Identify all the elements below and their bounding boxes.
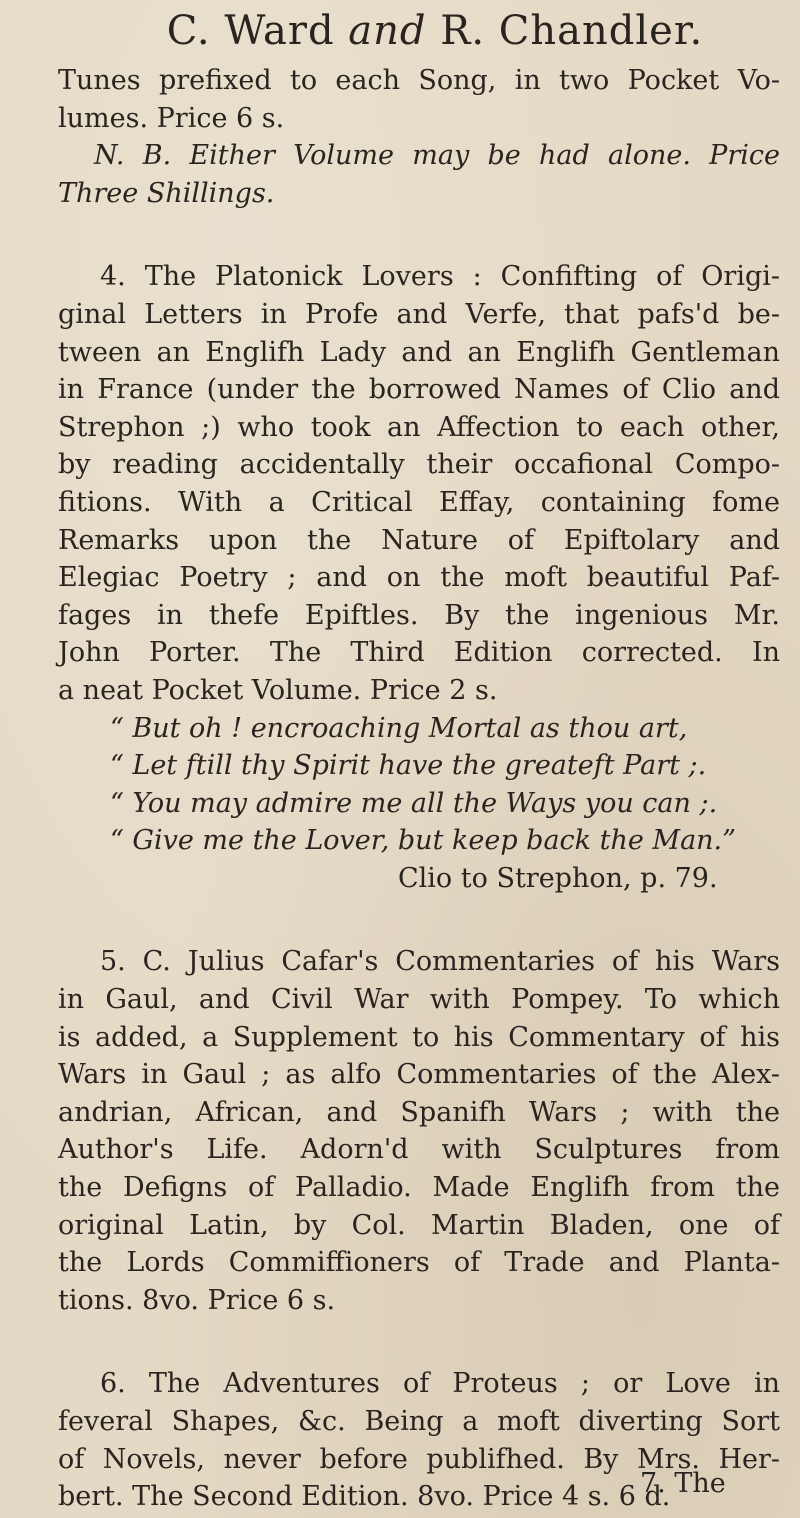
entry-4-quote: “ Let ftill thy Spirit have the greateft Part ;.	[110, 750, 707, 782]
entry-5-line: 5. C. Julius Cafar's Commentaries of his Wars	[100, 946, 780, 978]
header-conjunction: and	[348, 8, 427, 54]
entry-5	[58, 943, 780, 1319]
intro-note-price: Three Shillings.	[58, 177, 275, 209]
entry-4-line: in France (under the borrowed Names of Clio and	[58, 374, 780, 406]
entry-4-line: by reading accidentally their occafional Compo-	[58, 449, 780, 481]
entry-4-quote: “ But oh ! encroaching Mortal as thou art,	[110, 712, 688, 744]
entry-5-line: Author's Life. Adorn'd with Sculptures from	[58, 1134, 780, 1166]
entry-5-line: tions. 8vo. Price 6 s.	[58, 1284, 336, 1316]
entry-6-line: of Novels, never before publifhed. By Mrs. Her-	[58, 1443, 780, 1475]
publisher-chandler: R. Chandler.	[440, 8, 704, 54]
catchword: 7. The	[640, 1468, 726, 1499]
entry-4-line: fitions. With a Critical Effay, containing fome	[58, 486, 780, 518]
entry-5-line: the Lords Commiffioners of Trade and Planta-	[58, 1247, 780, 1279]
intro-line-2: lumes. Price 6 s.	[58, 102, 285, 134]
entry-4-line: fages in thefe Epiftles. By the ingenious Mr.	[58, 599, 780, 631]
entry-4-line: John Porter. The Third Edition corrected. In	[58, 637, 780, 669]
entry-4-line: 4. The Platonick Lovers : Confifting of Origi-	[100, 261, 780, 293]
entry-5-line: is added, a Supplement to his Commentary of his	[58, 1021, 780, 1053]
entry-5-line: original Latin, by Col. Martin Bladen, one of	[58, 1209, 780, 1241]
publisher-ward: C. Ward	[166, 8, 335, 54]
entry-6-line: bert. The Second Edition. 8vo. Price 4 s. 6 d.	[58, 1481, 671, 1513]
entry-4-signoff: Clio to Strephon, p. 79.	[398, 862, 718, 894]
entry-4-line: Strephon ;) who took an Affection to each other,	[58, 411, 780, 443]
entry-6-line: 6. The Adventures of Proteus ; or Love in	[100, 1368, 780, 1400]
entry-4-quote: “ You may admire me all the Ways you can ;.	[110, 787, 718, 819]
intro-line-1: Tunes prefixed to each Song, in two Pocket Vo-	[58, 65, 780, 96]
entry-5-line: Wars in Gaul ; as alfo Commentaries of the Alex-	[58, 1059, 780, 1091]
entry-4-line: a neat Pocket Volume. Price 2 s.	[58, 674, 498, 706]
entry-4	[58, 258, 780, 897]
entry-4-line: Remarks upon the Nature of Epiftolary and	[58, 524, 780, 556]
page-body	[58, 62, 780, 1516]
entry-4-line: Elegiac Poetry ; and on the moft beautiful Paf-	[58, 562, 780, 594]
entry-4-line: ginal Letters in Profe and Verfe, that pafs'd be-	[58, 298, 780, 330]
entry-5-line: andrian, African, and Spanifh Wars ; with the	[58, 1096, 780, 1128]
page-header	[0, 8, 800, 54]
entry-4-line: tween an Englifh Lady and an Englifh Gentleman	[58, 336, 780, 368]
entry-4-quote: “ Give me the Lover, but keep back the Man.”	[110, 825, 736, 857]
entry-5-line: in Gaul, and Civil War with Pompey. To which	[58, 984, 780, 1016]
entry-6-line: feveral Shapes, &c. Being a moft diverting Sort	[58, 1406, 780, 1437]
entry-5-line: the Defigns of Palladio. Made Englifh from the	[58, 1172, 780, 1204]
intro-note-line: N. B. Either Volume may be had alone. Price	[94, 140, 780, 172]
